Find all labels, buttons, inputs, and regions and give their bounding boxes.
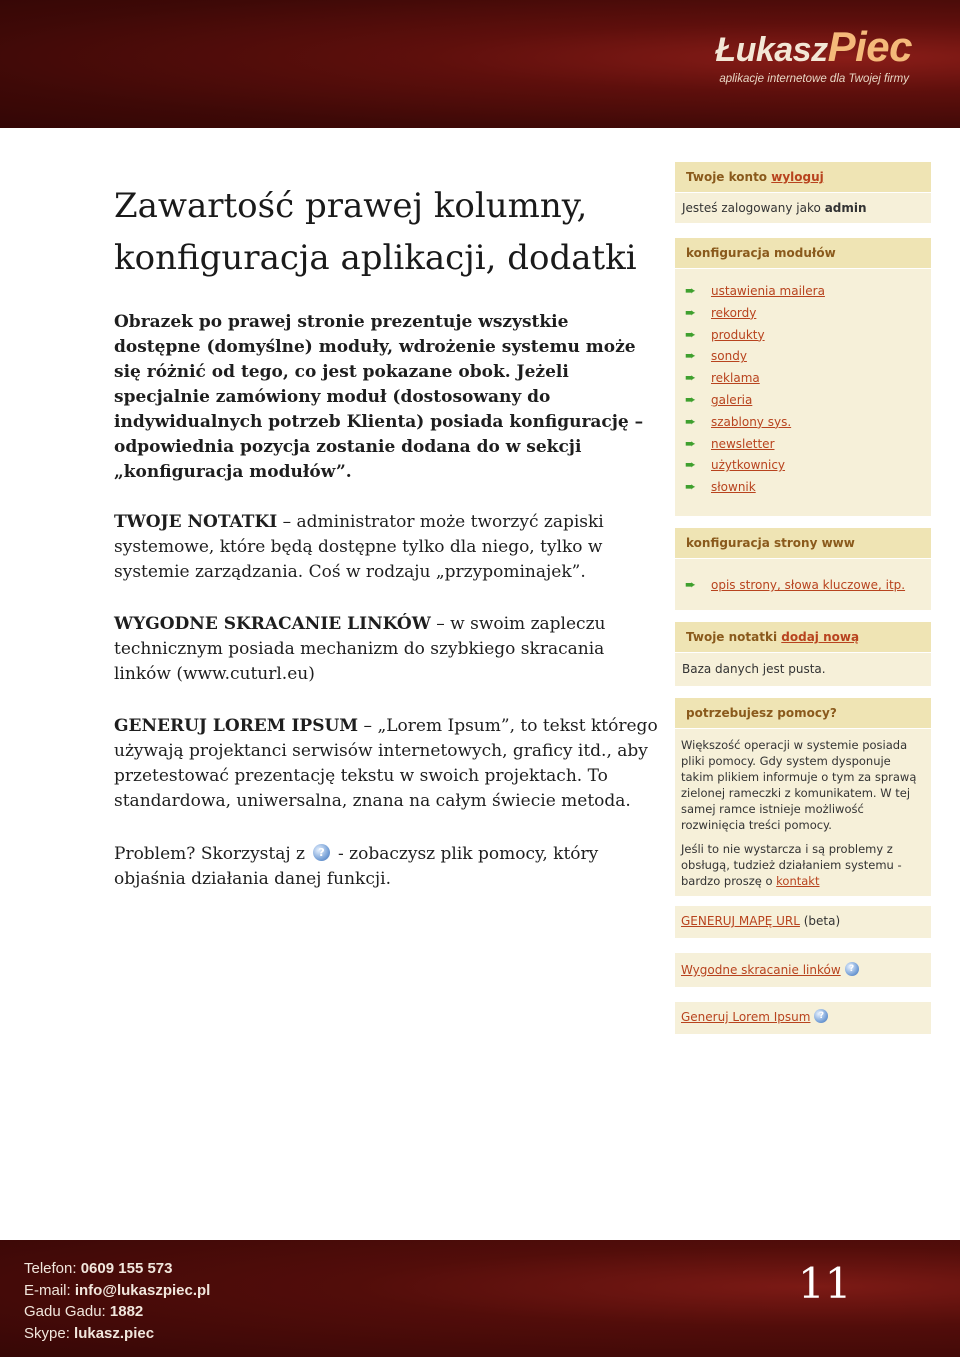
sitemap-row [675, 906, 931, 936]
add-note-link[interactable]: dodaj nową [781, 630, 860, 644]
help-header: potrzebujesz pomocy? [675, 698, 931, 729]
logo-name-last: Piec [827, 23, 912, 70]
module-item [685, 434, 931, 456]
problem-paragraph [114, 842, 659, 892]
notes-lead: TWOJE NOTATKI [114, 512, 278, 532]
arrow-right-icon: ➨ [685, 305, 696, 321]
shortlinks-link[interactable]: Wygodne skracanie linków [681, 963, 841, 977]
module-link-templates[interactable]: szablony sys. [711, 414, 792, 429]
skype-value: lukasz.piec [74, 1324, 155, 1342]
module-item [685, 303, 931, 325]
company-logo [715, 23, 912, 85]
module-item [685, 412, 931, 434]
account-header [675, 162, 931, 193]
lorem-row [675, 1002, 931, 1032]
notes-title: Twoje notatki [686, 630, 778, 644]
page-header [0, 0, 960, 128]
module-link-records[interactable]: rekordy [711, 305, 757, 320]
arrow-right-icon: ➨ [685, 327, 696, 343]
modules-box [675, 238, 931, 516]
module-link-users[interactable]: użytkownicy [711, 458, 786, 473]
logo-name-first: Łukasz [715, 31, 828, 69]
module-item [685, 368, 931, 390]
notes-empty-text: Baza danych jest pusta. [682, 662, 826, 676]
page-number: 11 [798, 1259, 852, 1308]
shortlinks-text: – w swoim zapleczu technicznym posiada mechanizm do szybkiego skracania linków (www.cuturl.eu) [114, 614, 606, 684]
www-config-box [675, 528, 931, 610]
module-link-products[interactable]: produkty [711, 327, 765, 342]
arrow-right-icon: ➨ [685, 284, 696, 299]
module-link-dictionary[interactable]: słownik [711, 480, 756, 495]
arrow-right-icon: ➨ [685, 436, 696, 452]
lorem-paragraph [114, 714, 659, 814]
skype-line [24, 1323, 210, 1345]
account-title: Twoje konto [686, 170, 768, 184]
page-footer [0, 1240, 960, 1357]
module-item [685, 325, 931, 347]
logo-tagline: aplikacje internetowe dla Twojej firmy [719, 73, 909, 85]
logout-link[interactable]: wyloguj [771, 170, 824, 184]
www-config-header: konfiguracja strony www [675, 528, 931, 559]
modules-header: konfiguracja modułów [675, 238, 931, 269]
shortlinks-paragraph [114, 612, 659, 687]
logged-as-label: Jesteś zalogowany jako [682, 201, 821, 215]
title-line-1: Zawartość prawej kolumny, [114, 186, 588, 226]
module-item [685, 390, 931, 412]
module-link-gallery[interactable]: galeria [711, 392, 753, 407]
email-label: E-mail: [24, 1281, 71, 1299]
phone-line [24, 1258, 210, 1280]
help-paragraph-1: Większość operacji w systemie posiada pliki pomocy. Gdy system dysponuje takim plikiem informuje o tym za sprawą zielonej rameczki z komunikatem. W tej samej ramce istnieje możliwość rozwinięcia treści pomocy. [681, 738, 917, 832]
lorem-text: – „Lorem Ipsum”, to tekst którego używają projektanci serwisów internetowych, graficy itd., aby przetestować prezentację tekstu w swoich projektach. To standardowa, uniwersalna, znana na całym świecie metoda. [114, 716, 658, 811]
phone-label: Telefon: [24, 1260, 77, 1277]
help-paragraph-2 [681, 841, 925, 889]
module-item [685, 346, 931, 368]
gg-label: Gadu Gadu: [24, 1303, 106, 1320]
module-link-newsletter[interactable]: newsletter [711, 436, 775, 451]
help-paragraph-2-text: Jeśli to nie wystarcza i są problemy z obsługą, tudzież działaniem systemu - bardzo proszę o [681, 842, 902, 888]
lorem-ipsum-link[interactable]: Generuj Lorem Ipsum [681, 1010, 811, 1024]
page-title [114, 180, 674, 284]
lorem-lead: GENERUJ LOREM IPSUM [114, 716, 359, 736]
email-line [24, 1280, 210, 1302]
shortlinks-lead: WYGODNE SKRACANIE LINKÓW [114, 614, 431, 634]
modules-list [675, 269, 931, 509]
notes-header [675, 622, 931, 653]
notes-text: – administrator może tworzyć zapiski systemowe, które będą dostępne tylko dla niego, tylko w systemie zarządzania. Coś w rodzaju „przypominajek”. [114, 512, 604, 582]
title-line-2: konfiguracja aplikacji, dodatki [114, 238, 637, 278]
sitemap-beta-label: (beta) [803, 914, 841, 928]
logo-wordmark [715, 23, 912, 70]
account-box [675, 162, 931, 224]
phone-value: 0609 155 573 [80, 1260, 173, 1277]
skype-label: Skype: [24, 1324, 70, 1342]
gg-value: 1882 [109, 1303, 144, 1320]
help-icon[interactable] [814, 1009, 828, 1023]
site-description-link[interactable]: opis strony, słowa kluczowe, itp. [711, 578, 906, 592]
arrow-right-icon: ➨ [685, 480, 696, 496]
www-config-list [675, 559, 931, 607]
help-text [675, 729, 931, 905]
problem-text-after: - zobaczysz plik pomocy, który objaśnia działania danej funkcji. [114, 844, 599, 889]
intro-paragraph: Obrazek po prawej stronie prezentuje wszystkie dostępne (domyślne) moduły, wdrożenie systemu może się różnić od tego, co jest pokazane obok. Jeżeli specjalnie zamówiony moduł (dostosowany do indywidualnych potrzeb Klienta) posiada konfigurację – odpowiednia pozycja zostanie dodana do w sekcji „konfiguracja modułów”. [114, 312, 644, 482]
sitemap-box [675, 906, 931, 938]
notes-box [675, 622, 931, 686]
contact-details [24, 1258, 210, 1344]
gg-line [24, 1301, 210, 1323]
shortlinks-row [675, 953, 931, 987]
module-item [685, 281, 931, 303]
logged-as-row [675, 193, 931, 224]
arrow-right-icon: ➨ [685, 458, 696, 474]
help-icon[interactable] [845, 962, 859, 976]
module-link-ads[interactable]: reklama [711, 371, 760, 386]
arrow-right-icon: ➨ [685, 414, 696, 430]
module-item [685, 477, 931, 499]
www-config-item [685, 575, 931, 597]
email-value: info@lukaszpiec.pl [74, 1281, 211, 1299]
generate-sitemap-link[interactable]: GENERUJ MAPĘ URL [681, 914, 800, 928]
contact-link[interactable]: kontakt [776, 874, 820, 888]
arrow-right-icon: ➨ [685, 578, 696, 593]
shortlinks-box [675, 953, 931, 987]
notes-paragraph [114, 510, 659, 585]
help-box [675, 698, 931, 896]
arrow-right-icon: ➨ [685, 349, 696, 365]
logged-user: admin [824, 201, 867, 215]
help-icon [313, 844, 330, 861]
lorem-box [675, 1002, 931, 1034]
arrow-right-icon: ➨ [685, 392, 696, 408]
module-item [685, 455, 931, 477]
problem-text-before: Problem? Skorzystaj z [114, 844, 306, 864]
module-link-mailer[interactable]: ustawienia mailera [711, 284, 825, 298]
arrow-right-icon: ➨ [685, 371, 696, 387]
module-link-polls[interactable]: sondy [711, 349, 747, 364]
